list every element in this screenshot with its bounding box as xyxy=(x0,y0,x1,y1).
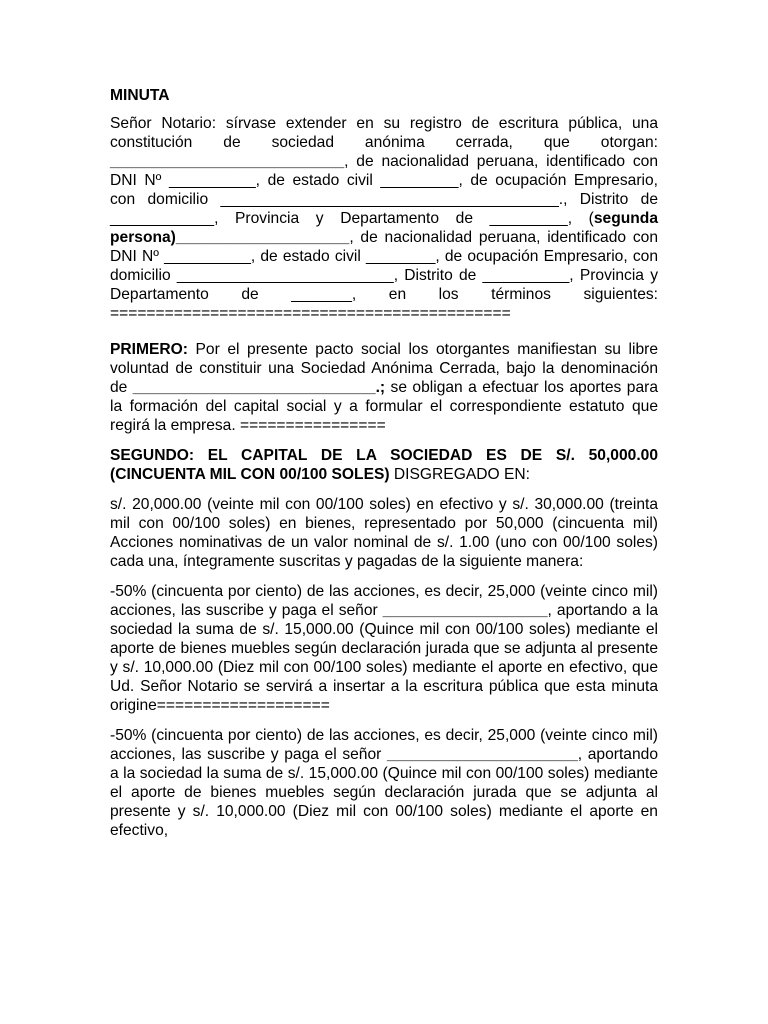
document-body xyxy=(110,86,658,851)
share-one-blank: ___________________ xyxy=(382,602,548,619)
second-person-label: segunda persona)____________________ xyxy=(110,210,658,246)
primero-text-b: se obligan a efectuar los aportes para la formación del capital social y a formular el correspondiente estatuto que regirá la empresa. ================ xyxy=(110,379,658,434)
segundo-paragraph xyxy=(110,446,658,484)
intro-paragraph xyxy=(110,114,658,323)
share-two-text-a: -50% (cincuenta por ciento) de las acciones, es decir, 25,000 (veinte cinco mil) acciones, las suscribe y paga el señor xyxy=(110,727,658,763)
intro-text-b: , de nacionalidad peruana, identificado con DNI Nº __________, de estado civil _________, de ocupación Empresario, con domicilio _______________________________________., Distrito de ____________, Provincia y Departamento de _________, ( xyxy=(110,153,658,227)
primero-label: PRIMERO: xyxy=(110,341,188,358)
primero-text-a: Por el presente pacto social los otorgantes manifiestan su libre voluntad de constituir una Sociedad Anónima Cerrada, bajo la denominación de xyxy=(110,341,658,396)
grantor-one-blank: ___________________________ xyxy=(110,153,345,170)
share-two-paragraph xyxy=(110,726,658,840)
segundo-rest: DISGREGADO EN: xyxy=(389,466,530,483)
company-name-blank: ____________________________.; xyxy=(132,379,386,396)
share-one-paragraph xyxy=(110,582,658,715)
share-one-text-a: -50% (cincuenta por ciento) de las acciones, es decir, 25,000 (veinte cinco mil) acciones, las suscribe y paga el señor xyxy=(110,583,658,619)
share-one-text-b: , aportando a la sociedad la suma de s/. 15,000.00 (Quince mil con 00/100 soles) mediante el aporte de bienes muebles según declaración jurada que se adjunta al presente y s/. 10,000.00 (Diez mil con 00/100 soles) mediante el aporte en efectivo, que Ud. Señor Notario se servirá a insertar a la escritura pública que esta minuta origine=================== xyxy=(110,602,659,714)
primero-paragraph xyxy=(110,340,658,435)
segundo-heading: SEGUNDO: EL CAPITAL DE LA SOCIEDAD ES DE S/. 50,000.00 (CINCUENTA MIL CON 00/100 SOLES) xyxy=(110,447,658,483)
intro-text-a: Señor Notario: sírvase extender en su registro de escritura pública, una constitución de sociedad anónima cerrada, que otorgan: xyxy=(110,115,658,151)
share-two-blank: ______________________ xyxy=(386,746,578,763)
share-two-text-b: , aportando a la sociedad la suma de s/. 15,000.00 (Quince mil con 00/100 soles) mediante el aporte de bienes muebles según declaración jurada que se adjunta al presente y s/. 10,000.00 (Diez mil con 00/100 soles) mediante el aporte en efectivo, xyxy=(110,746,658,839)
document-title: MINUTA xyxy=(110,87,170,104)
intro-text-c: , de nacionalidad peruana, identificado con DNI Nº __________, de estado civil ________, de ocupación Empresario, con domicilio _________________________, Distrito de __________, Provincia y Departamento de _______, en los términos siguientes: ============================================ xyxy=(110,229,658,322)
capital-paragraph: s/. 20,000.00 (veinte mil con 00/100 soles) en efectivo y s/. 30,000.00 (treinta mil con 00/100 soles) en bienes, representado por 50,000 (cincuenta mil) Acciones nominativas de un valor nominal de s/. 1.00 (uno con 00/100 soles) cada una, íntegramente suscritas y pagadas de la siguiente manera: xyxy=(110,496,658,570)
